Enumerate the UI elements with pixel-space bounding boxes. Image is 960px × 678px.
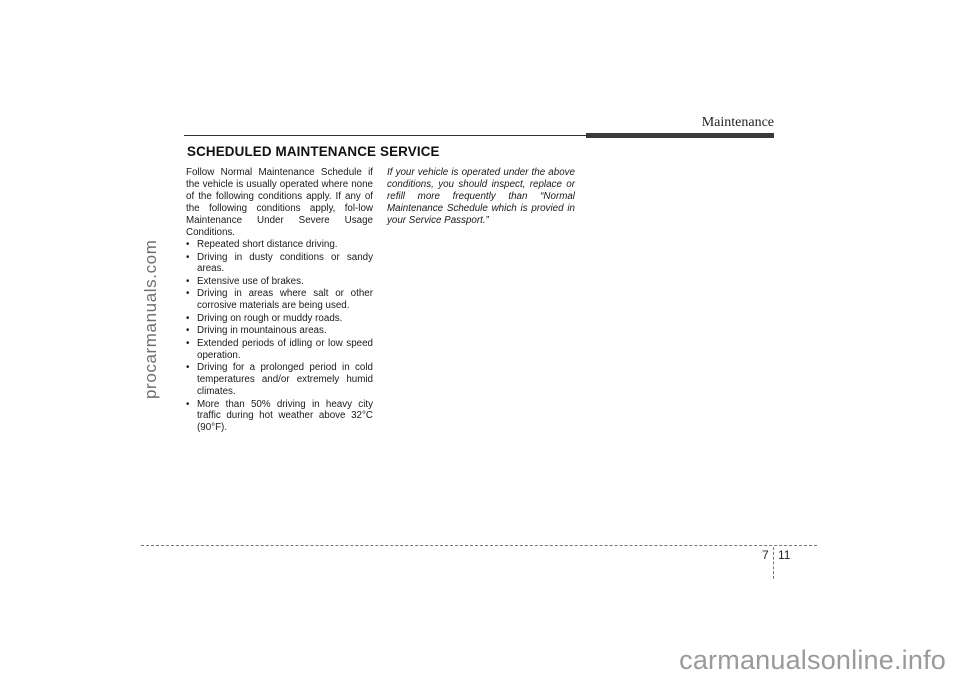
list-item (186, 325, 373, 337)
bullet-icon: • (186, 337, 190, 349)
page-divider (773, 547, 774, 579)
list-item (186, 252, 373, 276)
bullet-icon: • (186, 239, 190, 251)
conditions-list (186, 239, 373, 434)
bullet-icon: • (186, 325, 190, 337)
page-heading: SCHEDULED MAINTENANCE SERVICE (187, 144, 440, 159)
bullet-icon: • (186, 362, 190, 374)
bullet-icon: • (186, 288, 190, 300)
list-item-text: Extensive use of brakes. (197, 275, 304, 287)
list-item (186, 338, 373, 362)
list-item (186, 239, 373, 251)
chapter-number: 7 (762, 548, 769, 562)
left-column (186, 167, 373, 434)
list-item-text: Driving in dusty conditions or sandy areas. (197, 251, 373, 275)
intro-paragraph: Follow Normal Maintenance Schedule if the vehicle is usually operated where none of the following conditions apply. If any of the following conditions apply, fol-low Maintenance Under Severe Usage Conditions. (186, 167, 373, 238)
note-paragraph: If your vehicle is operated under the above conditions, you should inspect, replace or refill more frequently than “Normal Maintenance Schedule which is provied in your Service Passport.” (387, 167, 575, 226)
bullet-icon: • (186, 251, 190, 263)
bullet-icon: • (186, 398, 190, 410)
side-watermark: procarmanuals.com (141, 239, 160, 399)
header-bar (586, 133, 774, 138)
bottom-watermark: carmanualsonline.info (679, 645, 946, 675)
list-item-text: Driving in areas where salt or other corrosive materials are being used. (197, 288, 373, 312)
list-item (186, 399, 373, 435)
list-item-text: Driving in mountainous areas. (197, 325, 327, 337)
footer-rule (141, 545, 817, 546)
list-item-text: Extended periods of idling or low speed operation. (197, 337, 373, 361)
list-item (186, 288, 373, 312)
list-item (186, 362, 373, 398)
header-rule (184, 135, 586, 136)
list-item (186, 313, 373, 325)
list-item (186, 276, 373, 288)
bullet-icon: • (186, 275, 190, 287)
list-item-text: Repeated short distance driving. (197, 239, 338, 251)
list-item-text: Driving for a prolonged period in cold temperatures and/or extremely humid climates. (197, 362, 373, 398)
bullet-icon: • (186, 312, 190, 324)
section-title: Maintenance (701, 115, 774, 130)
page-number: 11 (778, 548, 791, 562)
list-item-text: More than 50% driving in heavy city traffic during hot weather above 32°C (90°F). (197, 398, 373, 434)
list-item-text: Driving on rough or muddy roads. (197, 312, 343, 324)
